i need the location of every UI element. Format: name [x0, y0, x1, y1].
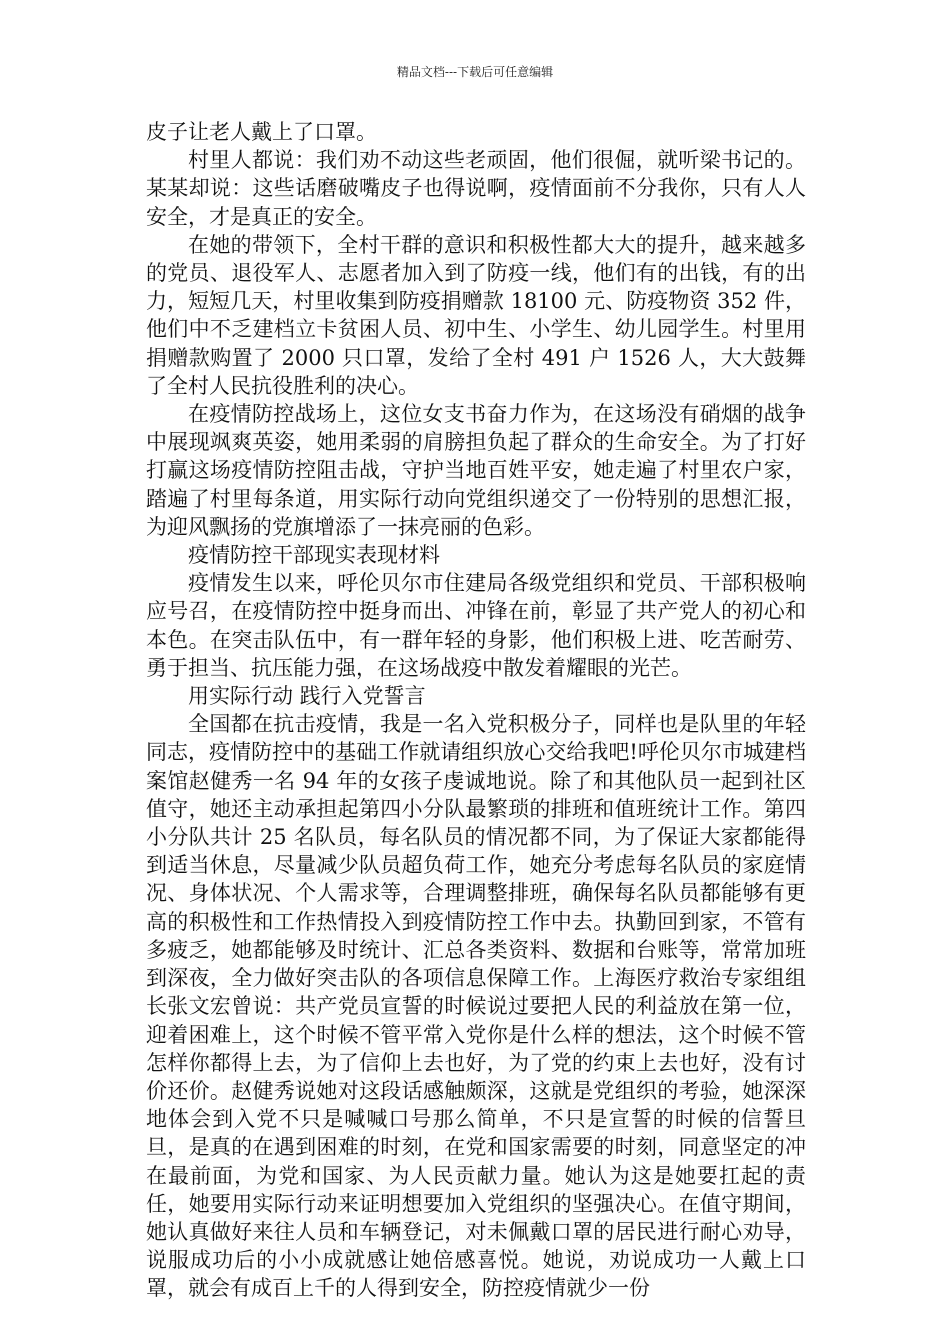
- paragraph: 全国都在抗击疫情，我是一名入党积极分子，同样也是队里的年轻同志，疫情防控中的基础工作就请组织放心交给我吧!呼伦贝尔市城建档案馆赵健秀一名 94 年的女孩子虔诚地说。除了和其他队员一起到社区值守，她还主动承担起第四小分队最繁琐的排班和值班统计工作。第四小分队共计 25 名队员，每名队员的情况都不同，为了保证大家都能得到适当休息，尽量减少队员超负荷工作，她充分考虑每名队员的家庭情况、身体状况、个人需求等，合理调整排班，确保每名队员都能够有更高的积极性和工作热情投入到疫情防控工作中去。执勤回到家，不管有多疲乏，她都能够及时统计、汇总各类资料、数据和台账等，常常加班到深夜，全力做好突击队的各项信息保障工作。上海医疗救治专家组组长张文宏曾说：共产党员宣誓的时候说过要把人民的利益放在第一位，迎着困难上，这个时候不管平常入党你是什么样的想法，这个时候不管怎样你都得上去，为了信仰上去也好，为了党的约束上去也好，没有讨价还价。赵健秀说她对这段话感触颇深，这就是党组织的考验，她深深地体会到入党不只是喊喊口号那么简单，不只是宣誓的时候的信誓旦旦，是真的在遇到困难的时刻，在党和国家需要的时刻，同意坚定的冲在最前面，为党和国家、为人民贡献力量。她认为这是她要扛起的责任，她要用实际行动来证明想要加入党组织的坚强决心。在值守期间，她认真做好来往人员和车辆登记，对未佩戴口罩的居民进行耐心劝导，说服成功后的小小成就感让她倍感喜悦。她说，劝说成功一人戴上口罩，就会有成百上千的人得到安全，防控疫情就少一份: [146, 712, 806, 1301]
- page-header: 精品文档---下载后可任意编辑: [396, 65, 554, 79]
- paragraph: 村里人都说：我们劝不动这些老顽固，他们很倔，就听梁书记的。某某却说：这些话磨破嘴皮子也得说啊，疫情面前不分我你，只有人人安全，才是真正的安全。: [146, 148, 806, 229]
- document-body: [146, 118, 806, 1303]
- paragraph: 在疫情防控战场上，这位女支书奋力作为，在这场没有硝烟的战争中展现飒爽英姿，她用柔弱的肩膀担负起了群众的生命安全。为了打好打赢这场疫情防控阻击战，守护当地百姓平安，她走遍了村里农户家，踏遍了村里每条道，用实际行动向党组织递交了一份特别的思想汇报，为迎风飘扬的党旗增添了一抹亮丽的色彩。: [146, 402, 806, 539]
- paragraph: 疫情发生以来，呼伦贝尔市住建局各级党组织和党员、干部积极响应号召，在疫情防控中挺身而出、冲锋在前，彰显了共产党人的初心和本色。在突击队伍中，有一群年轻的身影，他们积极上进、吃苦耐劳、勇于担当、抗压能力强，在这场战疫中散发着耀眼的光芒。: [146, 571, 806, 680]
- section-heading: 疫情防控干部现实表现材料: [188, 543, 440, 568]
- paragraph: 在她的带领下，全村干群的意识和积极性都大大的提升，越来越多的党员、退役军人、志愿者加入到了防疫一线，他们有的出钱，有的出力，短短几天，村里收集到防疫捐赠款 18100 元、防疫物资 352 件，他们中不乏建档立卡贫困人员、初中生、小学生、幼儿园学生。村里用捐赠款购置了 2000 只口罩，发给了全村 491 户 1526 人，大大鼓舞了全村人民抗役胜利的决心。: [146, 232, 806, 398]
- section-heading: 用实际行动 践行入党誓言: [188, 684, 426, 709]
- paragraph: 皮子让老人戴上了口罩。: [146, 120, 377, 144]
